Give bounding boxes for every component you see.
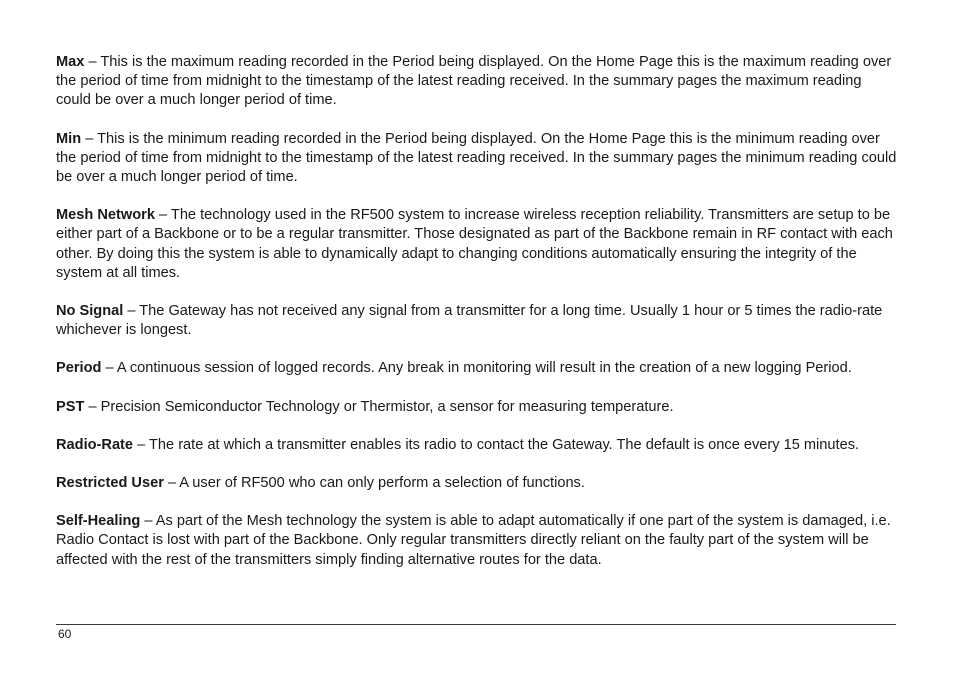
glossary-entry-period xyxy=(56,359,898,378)
glossary-term: No Signal xyxy=(56,303,124,320)
glossary-entry-max xyxy=(56,53,898,111)
glossary-entry-min xyxy=(56,130,898,188)
glossary-definition: – A user of RF500 who can only perform a selection of functions. xyxy=(163,475,585,492)
glossary-term: Radio-Rate xyxy=(56,436,134,453)
glossary-definition: – This is the minimum reading recorded in the Period being displayed. On the Home Page this is the minimum reading over the period of time from midnight to the timestamp of the latest reading received. In the summary pages the minimum reading could be over a much longer period of time. xyxy=(56,130,897,186)
glossary-body xyxy=(56,53,898,589)
page-number: 60 xyxy=(58,627,72,641)
glossary-definition: – A continuous session of logged records. Any break in monitoring will result in the creation of a new logging Period. xyxy=(101,360,852,377)
glossary-term: Self-Healing xyxy=(56,513,141,530)
glossary-definition: – The Gateway has not received any signal from a transmitter for a long time. Usually 1 hour or 5 times the radio-rate whichever is longest. xyxy=(56,303,883,339)
glossary-entry-mesh-network xyxy=(56,206,898,283)
glossary-term: Period xyxy=(56,360,102,377)
glossary-term: Restricted User xyxy=(56,475,164,492)
glossary-term: Max xyxy=(56,54,85,70)
glossary-entry-no-signal xyxy=(56,302,898,340)
glossary-definition: – Precision Semiconductor Technology or Thermistor, a sensor for measuring temperature. xyxy=(84,398,674,415)
glossary-entry-self-healing xyxy=(56,512,898,570)
glossary-definition: – As part of the Mesh technology the system is able to adapt automatically if one part of the system is damaged, i.e. Radio Contact is lost with part of the Backbone. Only regular transmitters directly reliant on the faulty part of the system will be affected with the rest of the transmitters simply finding alternative routes for the data. xyxy=(56,513,891,568)
glossary-entry-restricted-user xyxy=(56,474,898,493)
glossary-definition: – The rate at which a transmitter enables its radio to contact the Gateway. The default is once every 15 minutes. xyxy=(133,436,860,453)
glossary-term: Mesh Network xyxy=(56,207,155,224)
footer-divider xyxy=(56,624,896,625)
glossary-entry-radio-rate xyxy=(56,436,898,455)
glossary-entry-pst xyxy=(56,398,898,417)
glossary-definition: – The technology used in the RF500 system to increase wireless reception reliability. Transmitters are setup to be either part of a Backbone or to be a regular transmitter. Those designated as part of the Backbone remain in RF contact with each other. By doing this the system is able to dynamically adapt to changing conditions automatically ensuring the integrity of the system at all times. xyxy=(56,207,893,281)
glossary-definition: – This is the maximum reading recorded in the Period being displayed. On the Home Page this is the maximum reading over the period of time from midnight to the timestamp of the latest reading received. In the summary pages the maximum reading could be over a much longer period of time. xyxy=(56,54,892,109)
glossary-term: Min xyxy=(56,130,82,147)
glossary-term: PST xyxy=(56,398,85,415)
